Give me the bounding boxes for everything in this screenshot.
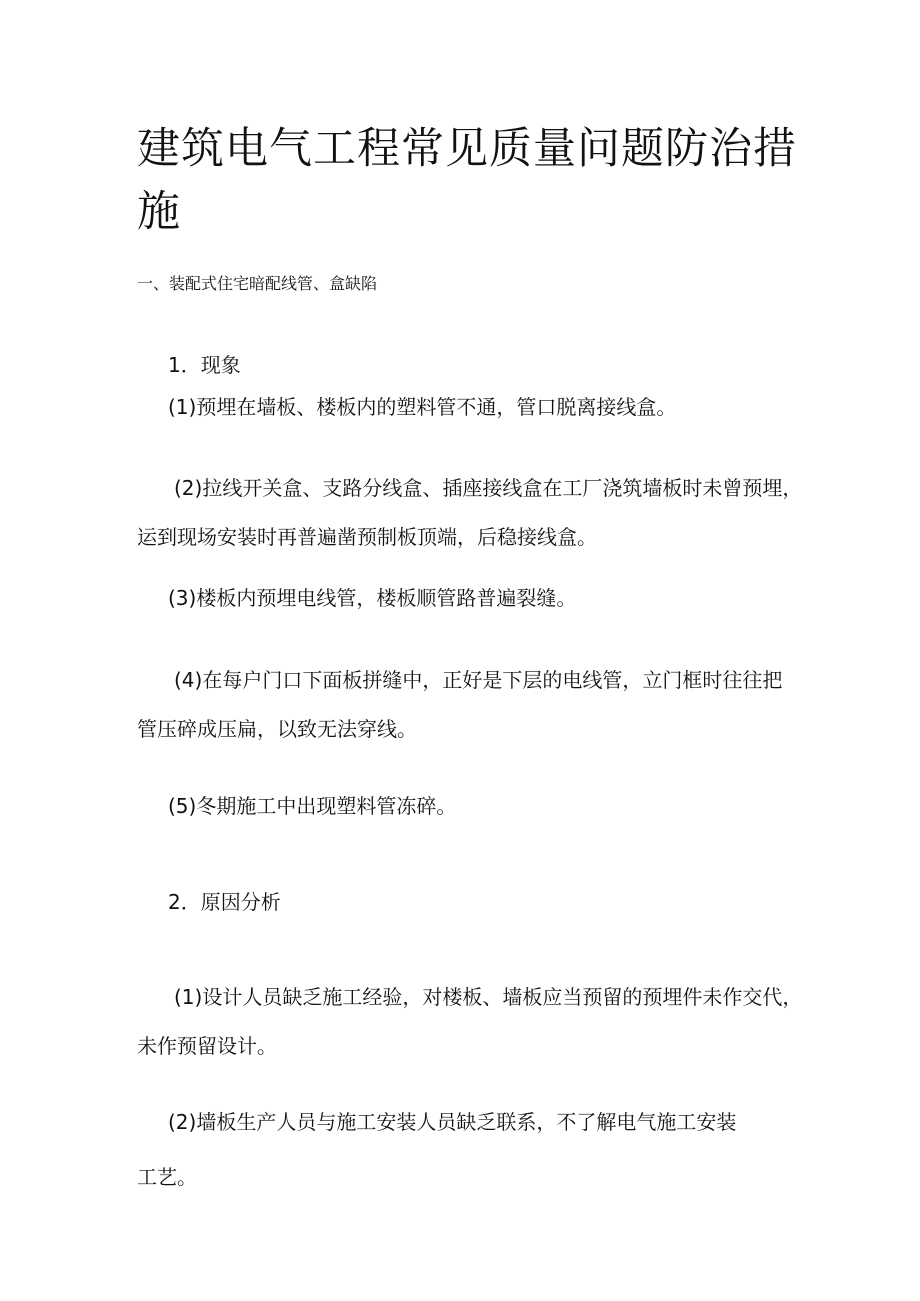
title-line-2: 施 xyxy=(137,187,181,237)
cause-item-2: (2)墙板生产人员与施工安装人员缺乏联系，不了解电气施工安装 工艺。 xyxy=(137,1110,737,1189)
phenomenon-item-5: (5)冬期施工中出现塑料管冻碎。 xyxy=(168,794,457,818)
phenomenon-item-2: (2)拉线开关盒、支路分线盒、插座接线盒在工厂浇筑墙板时未曾预埋， 运到现场安装时再普遍凿预制板顶端，后稳接线盒。 xyxy=(137,476,803,549)
section-heading: 一、装配式住宅暗配线管、盒缺陷 xyxy=(137,274,378,293)
cause-heading: 2．原因分析 xyxy=(168,890,281,914)
phenomenon-heading: 1．现象 xyxy=(168,353,241,377)
phenomenon-item-4: (4)在每户门口下面板拼缝中，正好是下层的电线管，立门框时往往把 管压碎成压扁，以致无法穿线。 xyxy=(137,668,783,741)
document-title xyxy=(137,118,797,244)
phenomenon-item-1: (1)预埋在墙板、楼板内的塑料管不通，管口脱离接线盒。 xyxy=(168,395,677,419)
title-line-1: 建筑电气工程常见质量问题防治措 xyxy=(137,124,797,174)
cause-item-1: (1)设计人员缺乏施工经验，对楼板、墙板应当预留的预埋件未作交代， 未作预留设计。 xyxy=(137,985,803,1058)
phenomenon-item-3: (3)楼板内预埋电线管，楼板顺管路普遍裂缝。 xyxy=(168,586,577,610)
